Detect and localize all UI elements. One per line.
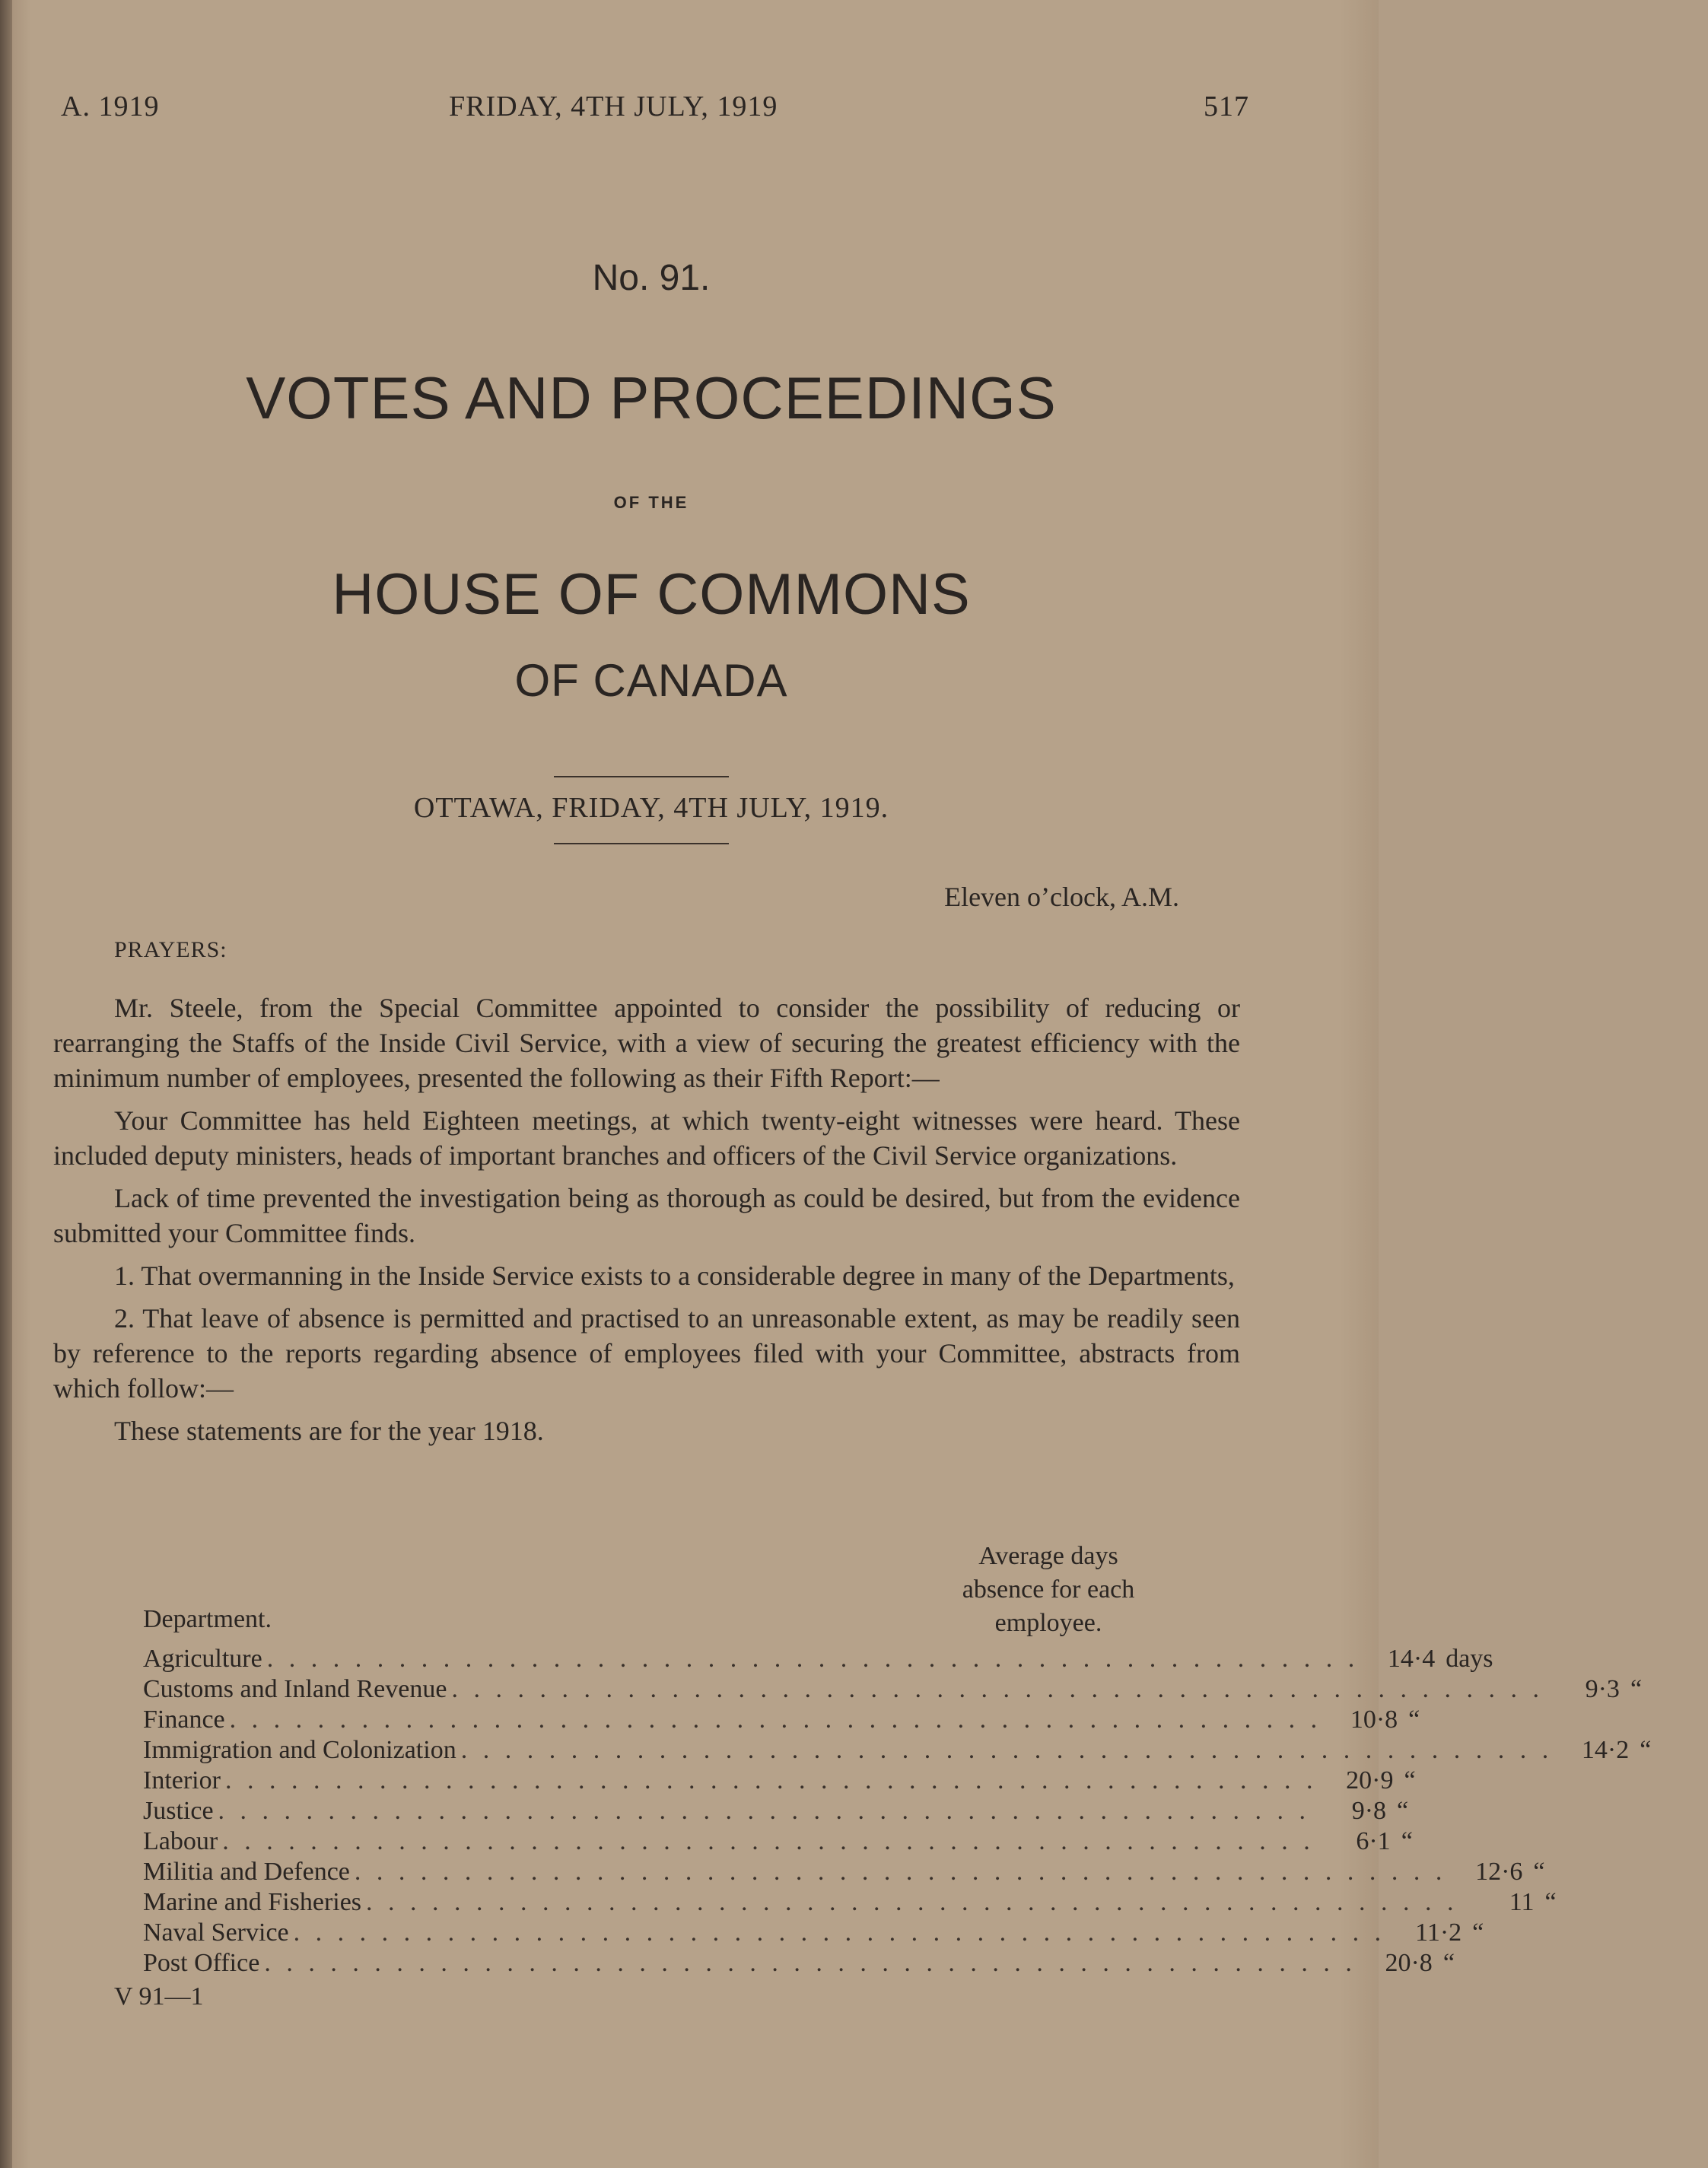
prayers-heading: PRAYERS: [114, 937, 227, 962]
days-unit: “ [1533, 1858, 1545, 1886]
days-unit: “ [1630, 1675, 1643, 1703]
table-row [143, 1645, 1493, 1675]
table-row [143, 1766, 1416, 1797]
days-unit: “ [1401, 1827, 1413, 1855]
absence-table [143, 1645, 1652, 1979]
signature-mark: V 91—1 [114, 1982, 204, 2011]
days-value: 10·8 [1350, 1705, 1398, 1734]
column-heading-line: absence for each [962, 1575, 1135, 1604]
department-name: Labour [143, 1827, 218, 1855]
leader-dots: . . . . . . . . . . . . . . . . . . . . . . . . . . . . . . . . . . . . . . . . . . . . . . . . . . [222, 1827, 1315, 1855]
days-unit: days [1446, 1645, 1493, 1673]
days-unit: “ [1544, 1888, 1557, 1916]
days-value: 9·8 [1351, 1797, 1387, 1825]
leader-dots: . . . . . . . . . . . . . . . . . . . . . . . . . . . . . . . . . . . . . . . . . . . . . . . . . . [229, 1705, 1322, 1734]
paragraph: Lack of time prevented the investigation being as thorough as could be desired, but from the evidence submitted your Committee finds. [53, 1183, 1240, 1248]
leader-dots: . . . . . . . . . . . . . . . . . . . . . . . . . . . . . . . . . . . . . . . . . . . . . . . . . . [460, 1736, 1554, 1764]
department-name: Justice [143, 1797, 214, 1825]
department-name: Militia and Defence [143, 1858, 350, 1886]
issue-number: No. 91. [592, 258, 711, 298]
table-row [143, 1888, 1557, 1918]
days-unit: “ [1408, 1705, 1420, 1734]
title-of-the: OF THE [613, 493, 689, 512]
department-name: Finance [143, 1705, 225, 1734]
leader-dots: . . . . . . . . . . . . . . . . . . . . . . . . . . . . . . . . . . . . . . . . . . . . . . . . . . [451, 1675, 1544, 1703]
column-heading [919, 1540, 1178, 1640]
leader-dots: . . . . . . . . . . . . . . . . . . . . . . . . . . . . . . . . . . . . . . . . . . . . . . . . . . [366, 1888, 1458, 1916]
sitting-time: Eleven o’clock, A.M. [944, 882, 1179, 912]
rule-top [554, 776, 729, 777]
leader-dots: . . . . . . . . . . . . . . . . . . . . . . . . . . . . . . . . . . . . . . . . . . . . . . . . . . [224, 1766, 1318, 1794]
days-value: 14·2 [1581, 1736, 1630, 1764]
department-name: Agriculture [143, 1645, 262, 1673]
days-value: 9·3 [1585, 1675, 1620, 1703]
paragraph: Your Committee has held Eighteen meetings, at which twenty-eight witnesses were heard. These included deputy ministers, heads of important branches and officers of the Civil Service organizations. [53, 1105, 1240, 1171]
title-votes-proceedings: VOTES AND PROCEEDINGS [246, 364, 1057, 431]
days-value: 20·9 [1346, 1766, 1394, 1794]
table-row [143, 1736, 1652, 1766]
days-unit: “ [1397, 1797, 1409, 1825]
department-name: Naval Service [143, 1918, 289, 1947]
days-value: 12·6 [1475, 1858, 1523, 1886]
table-row [143, 1949, 1455, 1979]
department-name: Post Office [143, 1949, 260, 1977]
title-of-canada: OF CANADA [514, 655, 788, 706]
table-row [143, 1797, 1409, 1827]
table-row [143, 1675, 1643, 1705]
paragraph: These statements are for the year 1918. [114, 1416, 544, 1446]
column-heading-line: Average days [978, 1542, 1118, 1570]
dateline: OTTAWA, FRIDAY, 4TH JULY, 1919. [413, 792, 889, 824]
leader-dots: . . . . . . . . . . . . . . . . . . . . . . . . . . . . . . . . . . . . . . . . . . . . . . . . . . [264, 1949, 1357, 1977]
leader-dots: . . . . . . . . . . . . . . . . . . . . . . . . . . . . . . . . . . . . . . . . . . . . . . . . . . [293, 1918, 1386, 1947]
department-name: Interior [143, 1766, 221, 1794]
page-number: 517 [1204, 91, 1249, 122]
department-name: Customs and Inland Revenue [143, 1675, 447, 1703]
header-date: FRIDAY, 4TH JULY, 1919 [449, 91, 778, 122]
department-name: Immigration and Colonization [143, 1736, 456, 1764]
book-spine [0, 0, 12, 2168]
table-row [143, 1705, 1420, 1736]
header-year: A. 1919 [61, 91, 160, 122]
days-unit: “ [1404, 1766, 1416, 1794]
days-value: 11 [1509, 1888, 1535, 1916]
table-row [143, 1918, 1484, 1949]
days-value: 14·4 [1387, 1645, 1436, 1673]
rule-bottom [554, 843, 729, 844]
days-unit: “ [1442, 1949, 1455, 1977]
department-name: Marine and Fisheries [143, 1888, 362, 1916]
days-unit: “ [1640, 1736, 1652, 1764]
leader-dots: . . . . . . . . . . . . . . . . . . . . . . . . . . . . . . . . . . . . . . . . . . . . . . . . . . [354, 1858, 1447, 1886]
paragraph: 1. That overmanning in the Inside Service exists to a considerable degree in many of the Departments, [114, 1260, 1235, 1291]
title-house-of-commons: HOUSE OF COMMONS [332, 562, 971, 627]
days-value: 6·1 [1356, 1827, 1391, 1855]
leader-dots: . . . . . . . . . . . . . . . . . . . . . . . . . . . . . . . . . . . . . . . . . . . . . . . . . . [266, 1645, 1360, 1673]
paragraph: Mr. Steele, from the Special Committee appointed to consider the possibility of reducing or rearranging the Staffs of the Inside Civil Service, with a view of securing the greatest efficiency with the minimum number of employees, presented the following as their Fifth Report:— [53, 993, 1240, 1093]
leader-dots: . . . . . . . . . . . . . . . . . . . . . . . . . . . . . . . . . . . . . . . . . . . . . . . . . . [218, 1797, 1311, 1825]
department-heading: Department. [143, 1605, 272, 1633]
days-value: 20·8 [1385, 1949, 1433, 1977]
table-row [143, 1827, 1413, 1858]
table-row [143, 1858, 1545, 1888]
paragraph: 2. That leave of absence is permitted and practised to an unreasonable extent, as may be readily seen by reference to the reports regarding absence of employees filed with your Committee, abstracts from which follow:— [53, 1303, 1240, 1403]
days-value: 11·2 [1415, 1918, 1462, 1947]
column-heading-line: employee. [994, 1609, 1102, 1637]
days-unit: “ [1472, 1918, 1484, 1947]
report-body [53, 990, 1240, 1456]
